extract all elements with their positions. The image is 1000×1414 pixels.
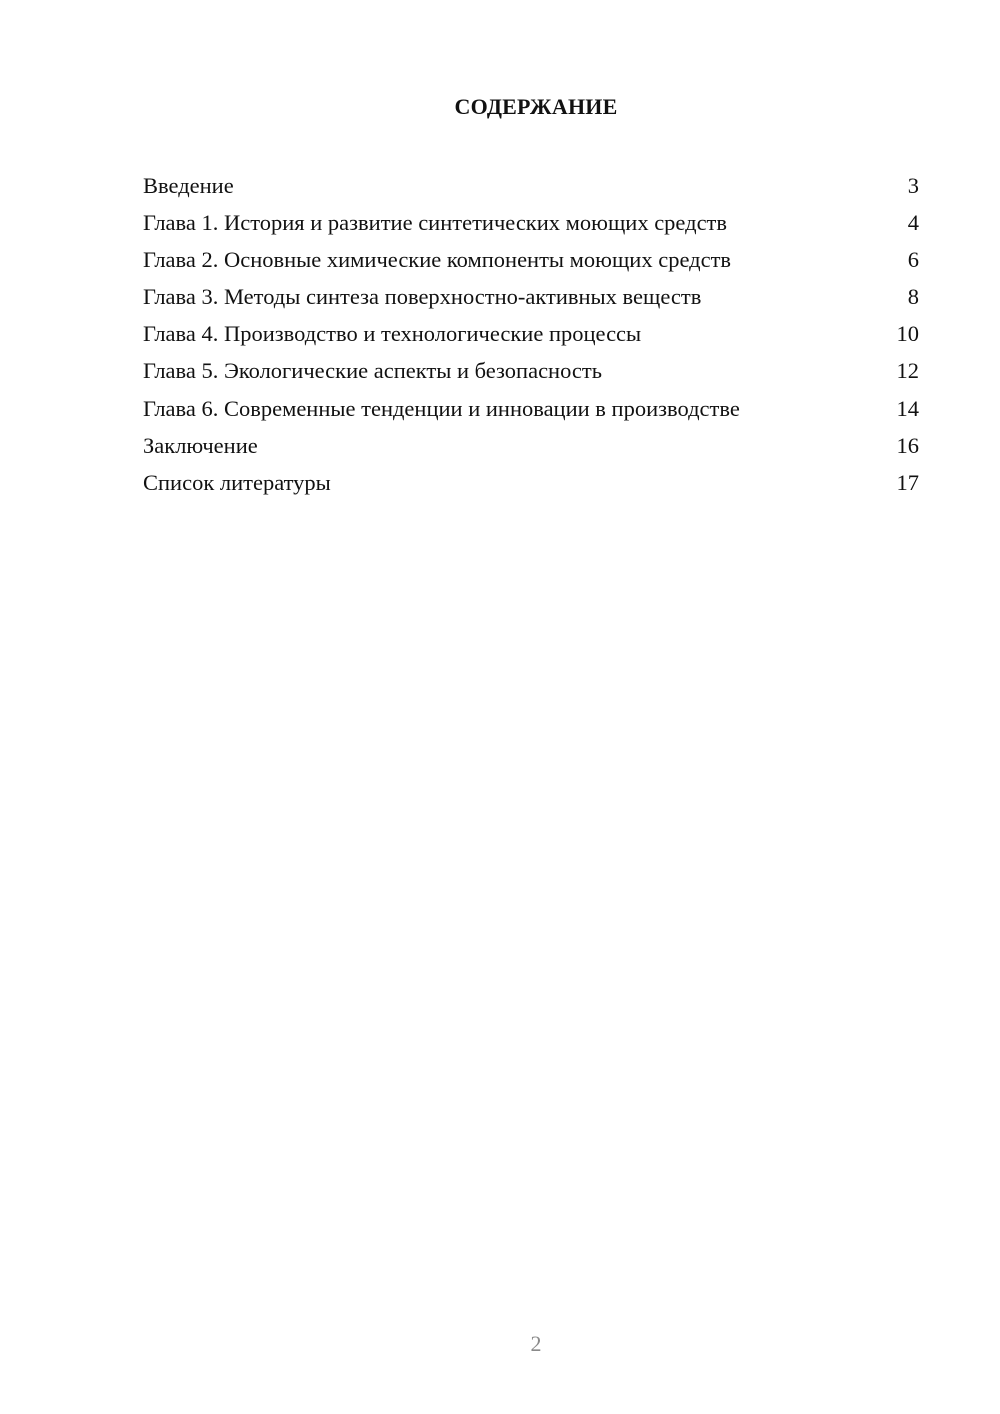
toc-entry-label: Глава 6. Современные тенденции и инновации в производстве — [143, 395, 740, 421]
toc-entry-references — [143, 464, 919, 501]
toc-entry-label: Список литературы — [143, 469, 331, 495]
toc-entry-page: 4 — [907, 210, 919, 236]
toc-entry-label: Введение — [143, 173, 234, 198]
toc-entry-conclusion — [143, 427, 919, 464]
toc-entry-label: Глава 4. Производство и технологические процессы — [143, 321, 642, 347]
toc-entry-page: 10 — [896, 321, 919, 347]
toc-entry-label: Глава 3. Методы синтеза поверхностно-активных веществ — [143, 284, 702, 310]
toc-entry-label: Глава 2. Основные химические компоненты моющих средств — [143, 247, 732, 273]
toc-entry-chapter-2 — [143, 241, 919, 278]
toc-entry-chapter-5 — [143, 352, 919, 389]
toc-entry-chapter-3 — [143, 278, 919, 315]
toc-entry-page: 3 — [907, 173, 919, 198]
toc-entry-page: 8 — [907, 284, 919, 310]
toc-heading: СОДЕРЖАНИЕ — [454, 94, 618, 119]
toc-entry-chapter-1 — [143, 204, 919, 241]
toc-entry-page: 14 — [896, 395, 919, 421]
toc-entry-label: Заключение — [143, 432, 258, 458]
toc-entry-chapter-4 — [143, 315, 919, 352]
table-of-contents — [143, 167, 919, 501]
toc-entry-chapter-6 — [143, 390, 919, 427]
toc-entry-label: Глава 1. История и развитие синтетических моющих средств — [143, 210, 728, 236]
toc-entry-page: 12 — [896, 358, 919, 384]
toc-entry-page: 16 — [896, 432, 919, 458]
toc-entry-page: 6 — [907, 247, 919, 273]
page-number: 2 — [530, 1331, 542, 1356]
toc-entry-introduction — [143, 167, 919, 204]
toc-entry-page: 17 — [896, 469, 919, 495]
toc-entry-label: Глава 5. Экологические аспекты и безопасность — [143, 358, 602, 384]
